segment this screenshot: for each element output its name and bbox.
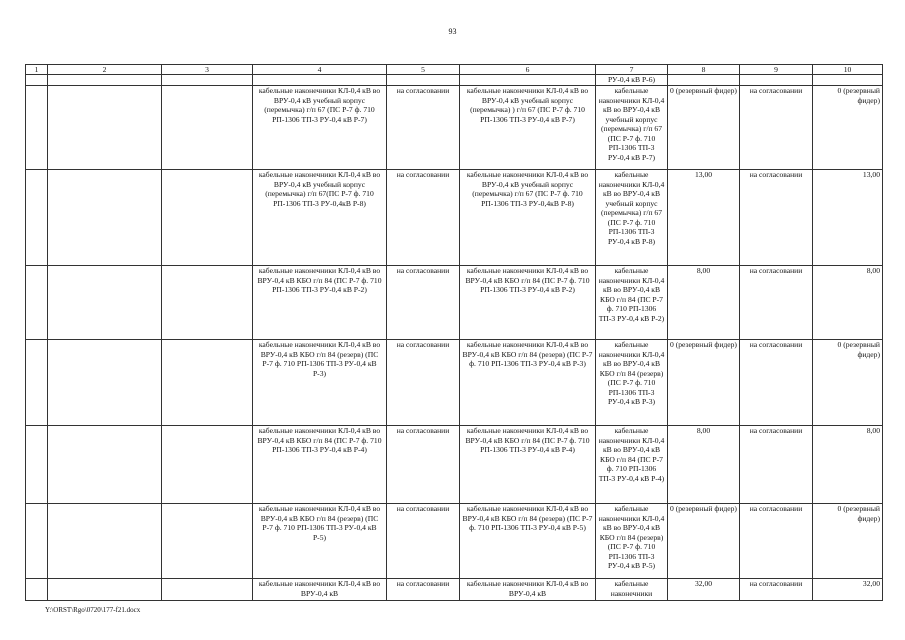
cell-col-4: кабельные наконечники КЛ-0,4 кВ во ВРУ-0,4 кВ учебный корпус (перемычка) г/п 67(ПС Р-7 ф. 710 РП-1306 ТП-3 РУ-0,4кВ Р-8) bbox=[253, 170, 387, 266]
cell-empty bbox=[26, 266, 48, 340]
cell-col-4: кабельные наконечники КЛ-0,4 кВ во ВРУ-0,4 кВ bbox=[253, 579, 387, 601]
cell-col-8: 0 (резервный фидер) bbox=[668, 86, 740, 170]
column-header-4: 4 bbox=[253, 65, 387, 75]
table-row bbox=[26, 170, 883, 266]
cell-empty bbox=[162, 86, 253, 170]
cell-continued-text: РУ-0,4 кВ Р-6) bbox=[596, 75, 668, 86]
cell-empty bbox=[813, 75, 883, 86]
cell-col-9: на согласовании bbox=[740, 504, 813, 579]
cell-col-10: 8,00 bbox=[813, 426, 883, 504]
cell-col-6: кабельные наконечники КЛ-0,4 кВ во ВРУ-0,4 кВ bbox=[460, 579, 596, 601]
cell-empty bbox=[162, 504, 253, 579]
cell-col-7: кабельные наконечники КЛ-0,4 кВ во ВРУ-0,4 кВ КБО г/п 84 (резерв) (ПС Р-7 ф. 710 РП-1306 ТП-3 РУ-0,4 кВ Р-3) bbox=[596, 340, 668, 426]
cell-col-9: на согласовании bbox=[740, 170, 813, 266]
cell-col-6: кабельные наконечники КЛ-0,4 кВ во ВРУ-0,4 кВ учебный корпус (перемычка) г/п 67 (ПС Р-7 ф. 710 РП-1306 ТП-3 РУ-0,4кВ Р-8) bbox=[460, 170, 596, 266]
cell-col-5: на согласовании bbox=[387, 426, 460, 504]
cell-col-10: 13,00 bbox=[813, 170, 883, 266]
cell-empty bbox=[162, 266, 253, 340]
cell-empty bbox=[162, 170, 253, 266]
cell-empty bbox=[48, 504, 162, 579]
cell-col-7: кабельные наконечники КЛ-0,4 кВ во ВРУ-0,4 кВ учебный корпус (перемычка) г/п 67 (ПС Р-7 ф. 710 РП-1306 ТП-3 РУ-0,4 кВ Р-7) bbox=[596, 86, 668, 170]
cell-col-9: на согласовании bbox=[740, 426, 813, 504]
cell-empty bbox=[26, 340, 48, 426]
cell-empty bbox=[740, 75, 813, 86]
table-row bbox=[26, 504, 883, 579]
cell-col-8: 32,00 bbox=[668, 579, 740, 601]
cell-col-5: на согласовании bbox=[387, 340, 460, 426]
column-header-3: 3 bbox=[162, 65, 253, 75]
column-header-10: 10 bbox=[813, 65, 883, 75]
cell-empty bbox=[26, 504, 48, 579]
cell-empty bbox=[48, 86, 162, 170]
table-body bbox=[26, 75, 883, 601]
cell-col-9: на согласовании bbox=[740, 86, 813, 170]
header-row bbox=[26, 65, 883, 75]
cell-col-6: кабельные наконечники КЛ-0,4 кВ во ВРУ-0,4 кВ КБО г/п 84 (резерв) (ПС Р-7 ф. 710 РП-1306 ТП-3 РУ-0,4 кВ Р-3) bbox=[460, 340, 596, 426]
cell-empty bbox=[253, 75, 387, 86]
cell-empty bbox=[162, 75, 253, 86]
column-header-7: 7 bbox=[596, 65, 668, 75]
cell-col-5: на согласовании bbox=[387, 170, 460, 266]
cell-empty bbox=[460, 75, 596, 86]
cell-col-4: кабельные наконечники КЛ-0,4 кВ во ВРУ-0,4 кВ КБО г/п 84 (резерв) (ПС Р-7 ф. 710 РП-1306 ТП-3 РУ-0,4 кВ Р-5) bbox=[253, 504, 387, 579]
cell-empty bbox=[48, 266, 162, 340]
cell-col-9: на согласовании bbox=[740, 266, 813, 340]
cell-empty bbox=[387, 75, 460, 86]
column-header-1: 1 bbox=[26, 65, 48, 75]
cell-col-6: кабельные наконечники КЛ-0,4 кВ во ВРУ-0,4 кВ КБО г/п 84 (ПС Р-7 ф. 710 РП-1306 ТП-3 РУ-0,4 кВ Р-4) bbox=[460, 426, 596, 504]
table-row bbox=[26, 266, 883, 340]
cell-col-5: на согласовании bbox=[387, 86, 460, 170]
table-row bbox=[26, 86, 883, 170]
cell-col-7: кабельные наконечники КЛ-0,4 кВ во ВРУ-0,4 кВ учебный корпус (перемычка) г/п 67 (ПС Р-7 ф. 710 РП-1306 ТП-3 РУ-0,4 кВ Р-8) bbox=[596, 170, 668, 266]
cell-empty bbox=[162, 340, 253, 426]
column-header-5: 5 bbox=[387, 65, 460, 75]
cell-col-8: 0 (резервный фидер) bbox=[668, 504, 740, 579]
table-row bbox=[26, 340, 883, 426]
cell-empty bbox=[48, 75, 162, 86]
cell-empty bbox=[26, 170, 48, 266]
cell-col-8: 8,00 bbox=[668, 426, 740, 504]
column-header-6: 6 bbox=[460, 65, 596, 75]
column-header-8: 8 bbox=[668, 65, 740, 75]
cell-col-10: 8,00 bbox=[813, 266, 883, 340]
cell-col-7: кабельные наконечники КЛ-0,4 кВ во ВРУ-0,4 кВ КБО г/п 84 (резерв) (ПС Р-7 ф. 710 РП-1306 ТП-3 РУ-0,4 кВ Р-5) bbox=[596, 504, 668, 579]
cell-col-10: 32,00 bbox=[813, 579, 883, 601]
column-header-9: 9 bbox=[740, 65, 813, 75]
table-row bbox=[26, 579, 883, 601]
cell-col-10: 0 (резервный фидер) bbox=[813, 504, 883, 579]
cell-empty bbox=[48, 426, 162, 504]
cell-col-9: на согласовании bbox=[740, 340, 813, 426]
cell-col-4: кабельные наконечники КЛ-0,4 кВ во ВРУ-0,4 кВ КБО г/п 84 (ПС Р-7 ф. 710 РП-1306 ТП-3 РУ-0,4 кВ Р-2) bbox=[253, 266, 387, 340]
cell-col-8: 8,00 bbox=[668, 266, 740, 340]
cell-empty bbox=[26, 86, 48, 170]
column-header-2: 2 bbox=[48, 65, 162, 75]
page-number: 93 bbox=[448, 27, 457, 36]
cell-col-6: кабельные наконечники КЛ-0,4 кВ во ВРУ-0,4 кВ КБО г/п 84 (ПС Р-7 ф. 710 РП-1306 ТП-3 РУ-0,4 кВ Р-2) bbox=[460, 266, 596, 340]
cell-empty bbox=[48, 340, 162, 426]
cell-col-5: на согласовании bbox=[387, 579, 460, 601]
cell-col-4: кабельные наконечники КЛ-0,4 кВ во ВРУ-0,4 кВ учебный корпус (перемычка) г/п 67 (ПС Р-7 ф. 710 РП-1306 ТП-3 РУ-0,4 кВ Р-7) bbox=[253, 86, 387, 170]
cell-empty bbox=[26, 579, 48, 601]
cell-col-4: кабельные наконечники КЛ-0,4 кВ во ВРУ-0,4 кВ КБО г/п 84 (резерв) (ПС Р-7 ф. 710 РП-1306 ТП-3 РУ-0,4 кВ Р-3) bbox=[253, 340, 387, 426]
cell-col-5: на согласовании bbox=[387, 266, 460, 340]
cell-col-7: кабельные наконечники КЛ-0,4 кВ во ВРУ-0,4 кВ КБО г/п 84 (ПС Р-7 ф. 710 РП-1306 ТП-3 РУ-0,4 кВ Р-4) bbox=[596, 426, 668, 504]
cell-col-7: кабельные наконечники bbox=[596, 579, 668, 601]
cell-col-6: кабельные наконечники КЛ-0,4 кВ во ВРУ-0,4 кВ учебный корпус (перемычка) ) г/п 67 (ПС Р-7 ф. 710 РП-1306 ТП-3 РУ-0,4 кВ Р-7) bbox=[460, 86, 596, 170]
cell-col-7: кабельные наконечники КЛ-0,4 кВ во ВРУ-0,4 кВ КБО г/п 84 (ПС Р-7 ф. 710 РП-1306 ТП-3 РУ-0,4 кВ Р-2) bbox=[596, 266, 668, 340]
cell-empty bbox=[26, 426, 48, 504]
cell-col-8: 13,00 bbox=[668, 170, 740, 266]
cell-empty bbox=[668, 75, 740, 86]
cell-col-4: кабельные наконечники КЛ-0,4 кВ во ВРУ-0,4 кВ КБО г/п 84 (ПС Р-7 ф. 710 РП-1306 ТП-3 РУ-0,4 кВ Р-4) bbox=[253, 426, 387, 504]
table-row-continued bbox=[26, 75, 883, 86]
cell-empty bbox=[26, 75, 48, 86]
cell-col-10: 0 (резервный фидер) bbox=[813, 340, 883, 426]
cell-empty bbox=[162, 426, 253, 504]
cell-empty bbox=[162, 579, 253, 601]
cell-col-5: на согласовании bbox=[387, 504, 460, 579]
cell-empty bbox=[48, 170, 162, 266]
cell-col-6: кабельные наконечники КЛ-0,4 кВ во ВРУ-0,4 кВ КБО г/п 84 (резерв) (ПС Р-7 ф. 710 РП-1306 ТП-3 РУ-0,4 кВ Р-5) bbox=[460, 504, 596, 579]
cell-col-10: 0 (резервный фидер) bbox=[813, 86, 883, 170]
cell-col-9: на согласовании bbox=[740, 579, 813, 601]
cell-empty bbox=[48, 579, 162, 601]
cell-col-8: 0 (резервный фидер) bbox=[668, 340, 740, 426]
document-table bbox=[25, 64, 883, 601]
table-row bbox=[26, 426, 883, 504]
footer-file-path: Y:\ORST\Rgo\0720\177-f21.docx bbox=[45, 606, 141, 614]
